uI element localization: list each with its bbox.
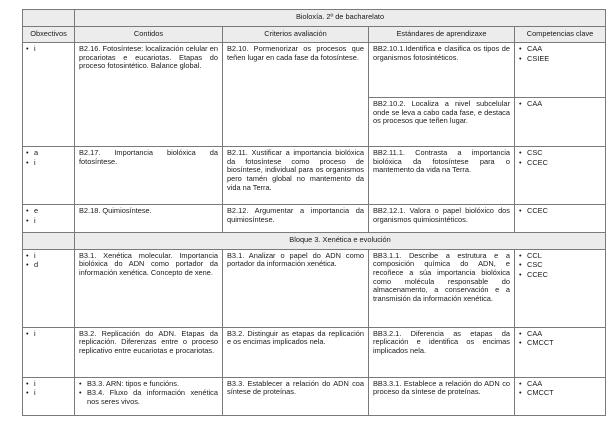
content-cell: B2.17. Importancia biolóxica da fotosíntese. xyxy=(75,147,223,205)
standard-cell: BB3.3.1. Establece a relación do ADN co proceso da síntese de proteínas. xyxy=(369,377,515,415)
title-row-spacer xyxy=(23,10,75,27)
competence-item: • CCEC xyxy=(519,269,548,279)
section-row-spacer xyxy=(23,233,75,250)
table-row xyxy=(23,43,606,98)
table-row xyxy=(23,327,606,377)
curriculum-table xyxy=(22,9,606,416)
col-header-objectives: Obxectivos xyxy=(23,26,75,43)
standard-cell: BB2.11.1. Contrasta a importancia biolóxica da fotosíntese para o mantemento da vida na Terra. xyxy=(369,147,515,205)
competence-item: • CAA xyxy=(519,99,543,109)
competence-item: • CAA xyxy=(519,378,543,388)
criterion-cell: B3.2. Distinguir as etapas da replicación e os encimas implicados nela. xyxy=(223,327,369,377)
competence-item: • CAA xyxy=(519,44,543,54)
competence-item: • CSC xyxy=(519,148,543,158)
table-title-row xyxy=(23,10,606,27)
col-header-contents: Contidos xyxy=(75,26,223,43)
objective-item: • i xyxy=(26,250,36,260)
standard-cell: BB2.12.1. Valora o papel biolóxico dos organismos quimiosintéticos. xyxy=(369,205,515,233)
standard-cell: BB2.10.1.Identifica e clasifica os tipos de organismos fotosintéticos. xyxy=(369,43,515,98)
content-item: • B3.4. Fluxo da información xenética nos seres vivos. xyxy=(79,388,218,406)
table-row xyxy=(23,147,606,205)
standard-cell: BB3.2.1. Diferencia as etapas da replicación e identifica os encimas implicados nela. xyxy=(369,327,515,377)
objectives-cell xyxy=(23,205,75,233)
competences-cell xyxy=(515,147,606,205)
competence-item: • CCEC xyxy=(519,206,548,216)
objective-item: • i xyxy=(26,215,36,225)
section-title: Bloque 3. Xenética e evolución xyxy=(75,233,606,250)
objectives-cell xyxy=(23,327,75,377)
objectives-cell xyxy=(23,147,75,205)
col-header-criteria: Criterios avaliación xyxy=(223,26,369,43)
table-row xyxy=(23,205,606,233)
content-cell: B2.18. Quimiosíntese. xyxy=(75,205,223,233)
table-row xyxy=(23,377,606,415)
col-header-standards: Estándares de aprendizaxe xyxy=(369,26,515,43)
competences-cell xyxy=(515,327,606,377)
objective-item: • i xyxy=(26,388,36,398)
criterion-cell: B3.1. Analizar o papel do ADN como portador da información xenética. xyxy=(223,249,369,327)
col-header-competences: Competencias clave xyxy=(515,26,606,43)
competences-cell xyxy=(515,98,606,147)
content-cell: B2.16. Fotosíntese: localización celular en procariotas e eucariotas. Etapas do proceso fotosintético. Balance global. xyxy=(75,43,223,147)
table-row xyxy=(23,249,606,327)
objective-item: • i xyxy=(26,378,36,388)
content-cell xyxy=(75,377,223,415)
objectives-cell xyxy=(23,249,75,327)
content-cell: B3.2. Replicación do ADN. Etapas da replicación. Diferenzas entre o proceso replicativo entre eucariotas e procariotas. xyxy=(75,327,223,377)
competence-item: • CAA xyxy=(519,328,543,338)
table-title: Bioloxía. 2º de bacharelato xyxy=(75,10,606,27)
objectives-cell xyxy=(23,377,75,415)
objective-item: • i xyxy=(26,157,36,167)
competence-item: • CCL xyxy=(519,250,542,260)
column-header-row xyxy=(23,26,606,43)
criterion-cell: B2.12. Argumentar a importancia da quimiosíntese. xyxy=(223,205,369,233)
competence-item: • CMCCT xyxy=(519,338,554,348)
competence-item: • CMCCT xyxy=(519,388,554,398)
content-item: • B3.3. ARN: tipos e funcións. xyxy=(79,378,180,388)
objective-item: • a xyxy=(26,148,39,158)
competences-cell xyxy=(515,205,606,233)
section-title-row xyxy=(23,233,606,250)
criterion-cell: B2.10. Pormenorizar os procesos que teñen lugar en cada fase da fotosíntese. xyxy=(223,43,369,147)
competences-cell xyxy=(515,43,606,98)
competence-item: • CSC xyxy=(519,260,543,270)
objective-item: • i xyxy=(26,44,36,54)
objectives-cell xyxy=(23,43,75,147)
competence-item: • CCEC xyxy=(519,157,548,167)
standard-cell: BB3.1.1. Describe a estrutura e a composición química do ADN, e recoñece a súa importancia biolóxica como molécula responsable do almacenamento, a conservación e a transmisión da información xenética. xyxy=(369,249,515,327)
content-cell: B3.1. Xenética molecular. Importancia biolóxica do ADN como portador da información xenética. Concepto de xene. xyxy=(75,249,223,327)
objective-item: • e xyxy=(26,206,39,216)
criterion-cell: B3.3. Establecer a relación do ADN coa síntese de proteínas. xyxy=(223,377,369,415)
competences-cell xyxy=(515,377,606,415)
objective-item: • i xyxy=(26,328,36,338)
competence-item: • CSIEE xyxy=(519,53,550,63)
objective-item: • d xyxy=(26,260,39,270)
criterion-cell: B2.11. Xustificar a importancia biolóxica da fotosíntese como proceso de biosíntese, individual para os organismos pero tamén global no mantemento da vida na Terra. xyxy=(223,147,369,205)
competences-cell xyxy=(515,249,606,327)
standard-cell: BB2.10.2. Localiza a nivel subcelular onde se leva a cabo cada fase, e destaca os procesos que teñen lugar. xyxy=(369,98,515,147)
